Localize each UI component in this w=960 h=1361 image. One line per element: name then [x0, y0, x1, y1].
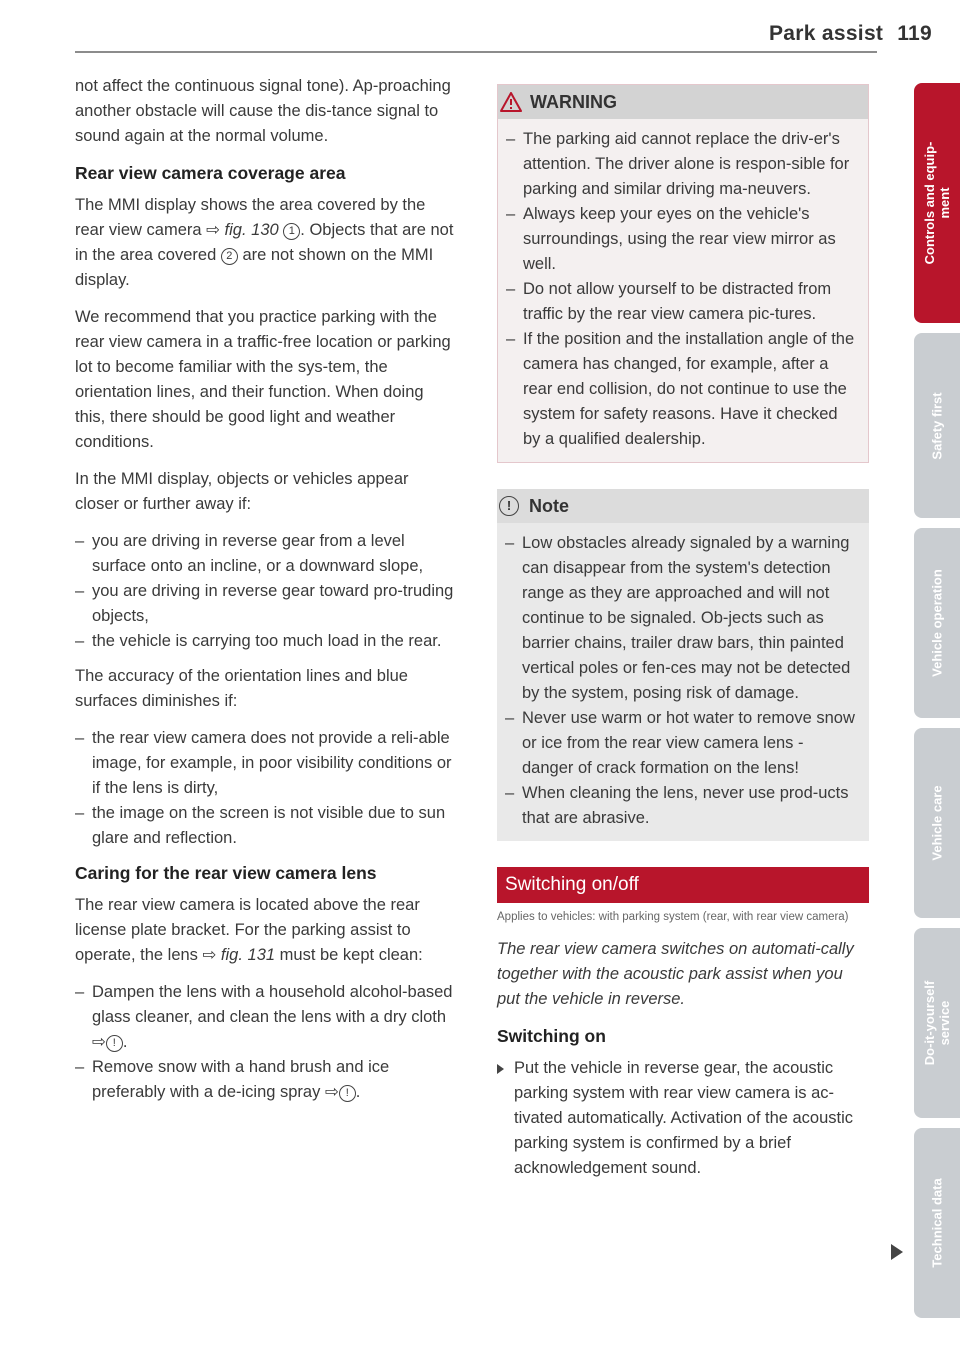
- tab-vehicle-care[interactable]: Vehicle care: [914, 728, 960, 918]
- list-item: – Remove snow with a hand brush and ice preferably with a de-icing spray ⇨ ! .: [75, 1055, 455, 1105]
- list-item: – Dampen the lens with a household alcohol-based glass cleaner, and clean the lens with a dry cloth ⇨ ! .: [75, 980, 455, 1055]
- fig-131-link[interactable]: ⇨ fig. 131: [202, 946, 276, 964]
- caring-list: [75, 980, 455, 1105]
- list-item: – Do not allow yourself to be distracted from traffic by the rear view camera pic-tures.: [506, 277, 858, 327]
- heading-caring: Caring for the rear view camera lens: [75, 863, 377, 883]
- marker-2-icon: 2: [221, 248, 238, 265]
- list-item: – When cleaning the lens, never use prod-ucts that are abrasive.: [505, 781, 859, 831]
- fig-130-link[interactable]: ⇨ fig. 130: [206, 221, 279, 239]
- warning-triangle-icon: [500, 92, 522, 112]
- note-list: [497, 523, 869, 831]
- heading-switching-on: Switching on: [497, 1026, 606, 1046]
- note-box: [497, 489, 869, 841]
- closer-paragraph: In the MMI display, objects or vehicles appear closer or further away if:: [75, 470, 409, 513]
- list-item: – the rear view camera does not provide a reli-able image, for example, in poor visibility conditions or if the lens is dirty,: [75, 726, 455, 801]
- chapter-tabs: [914, 83, 960, 1328]
- note-icon: !: [499, 496, 519, 516]
- warning-header: [498, 85, 868, 119]
- coverage-paragraph: The MMI display shows the area covered by the rear view camera ⇨ fig. 130 1 . Objects that are not in the area covered 2 are not shown on the MMI display.: [75, 196, 454, 289]
- list-item: – the vehicle is carrying too much load in the rear.: [75, 629, 455, 654]
- left-column: [75, 74, 455, 1115]
- note-header: [497, 489, 869, 523]
- warning-box: [497, 84, 869, 463]
- warning-list: [498, 119, 868, 452]
- accuracy-paragraph: The accuracy of the orientation lines and blue surfaces diminishes if:: [75, 667, 408, 710]
- step-bullet-icon: [497, 1064, 504, 1074]
- tab-controls-and-equipment[interactable]: Controls and equip- ment: [914, 83, 960, 323]
- list-item: – Always keep your eyes on the vehicle's surroundings, using the rear view mirror as well.: [506, 202, 858, 277]
- closer-list: [75, 529, 455, 654]
- page-number: 119: [897, 22, 932, 45]
- note-title: Note: [529, 495, 569, 516]
- list-item: – If the position and the installation angle of the camera has changed, for example, after a rear end collision, do not continue to use the system for safety reasons. Have it checked by a qualified dealership.: [506, 327, 858, 452]
- continue-arrow-icon: [891, 1244, 903, 1260]
- list-item: – Low obstacles already signaled by a warning can disappear from the system's detection range as they are approached and will not continue to be signaled. Ob-jects such as barrier chains, trailer draw bars, thin painted vertical poles or fen-ces may not be detected by the system, posing risk of damage.: [505, 531, 859, 706]
- tab-vehicle-operation[interactable]: Vehicle operation: [914, 528, 960, 718]
- tab-do-it-yourself-service[interactable]: Do-it-yourself service: [914, 928, 960, 1118]
- intro-paragraph: not affect the continuous signal tone). Ap-proaching another obstacle will cause the dis-tance signal to sound again at the normal volume.: [75, 77, 451, 145]
- list-item: – The parking aid cannot replace the driv-er's attention. The driver alone is respon-sible for parking and similar driving ma-neuvers.: [506, 127, 858, 202]
- list-item: – the image on the screen is not visible due to sun glare and reflection.: [75, 801, 455, 851]
- practice-paragraph: We recommend that you practice parking with the rear view camera in a traffic-free location or parking lot to become familiar with the sys-tem, the orientation lines, and their function. When doing this, there should be good light and weather conditions.: [75, 308, 451, 451]
- tab-technical-data[interactable]: Technical data: [914, 1128, 960, 1318]
- list-item: – Never use warm or hot water to remove snow or ice from the rear view camera lens - danger of crack formation on the lens!: [505, 706, 859, 781]
- right-column: [497, 84, 869, 1181]
- warning-title: WARNING: [530, 91, 617, 112]
- section-title: Park assist: [769, 22, 884, 45]
- note-link[interactable]: ⇨ !: [92, 1033, 123, 1051]
- header-rule: [75, 51, 877, 53]
- applies-to-text: Applies to vehicles: with parking system (rear, with rear view camera): [497, 911, 849, 923]
- note-ref-icon: !: [106, 1035, 123, 1052]
- note-ref-icon: !: [339, 1085, 356, 1102]
- note-link[interactable]: ⇨ !: [325, 1083, 356, 1101]
- heading-coverage: Rear view camera coverage area: [75, 163, 346, 183]
- marker-1-icon: 1: [283, 223, 300, 240]
- running-head: [769, 22, 932, 46]
- caring-paragraph: The rear view camera is located above the rear license plate bracket. For the parking assist to operate, the lens ⇨ fig. 131 must be kept clean:: [75, 896, 423, 964]
- accuracy-list: [75, 726, 455, 851]
- switching-intro: The rear view camera switches on automati-cally together with the acoustic park assist when you put the vehicle in reverse.: [497, 940, 854, 1008]
- section-banner-switching: Switching on/off: [497, 867, 869, 903]
- list-item: – you are driving in reverse gear toward pro-truding objects,: [75, 579, 455, 629]
- tab-safety-first[interactable]: Safety first: [914, 333, 960, 518]
- list-item: – you are driving in reverse gear from a level surface onto an incline, or a downward slope,: [75, 529, 455, 579]
- step-item: Put the vehicle in reverse gear, the acoustic parking system with rear view camera is ac-tivated automatically. Activation of the acoustic parking system is confirmed by a brief acknowledgement sound.: [497, 1056, 869, 1181]
